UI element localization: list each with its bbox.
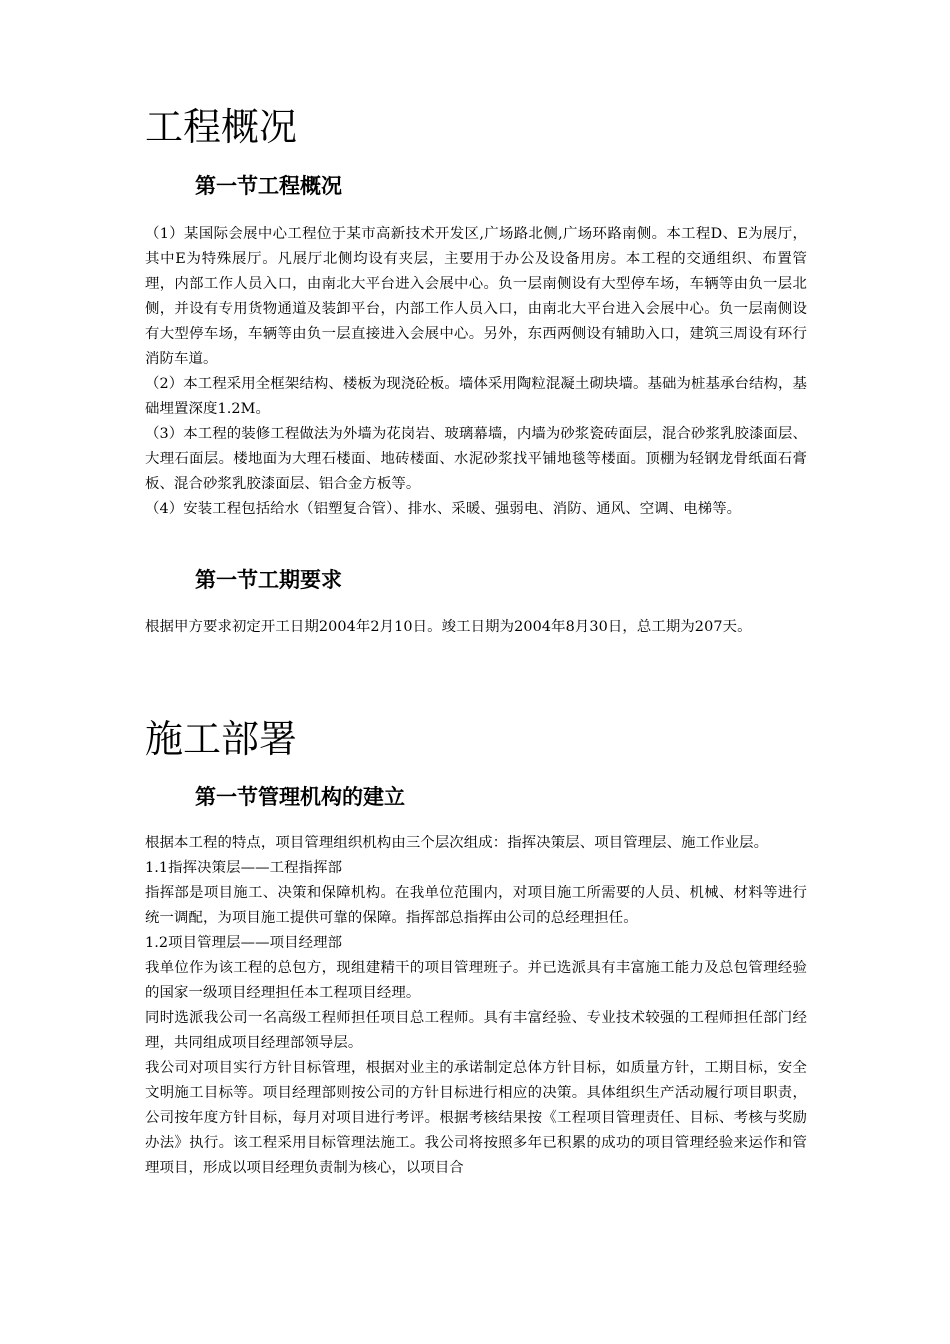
section-title-schedule: 第一节工期要求 — [195, 568, 342, 592]
paragraph: （4）安装工程包括给水（铝塑复合管）、排水、采暖、强弱电、消防、通风、空调、电梯等。 — [145, 501, 742, 517]
paragraph: 1.1指挥决策层——工程指挥部 — [145, 860, 343, 876]
paragraph: 根据本工程的特点，项目管理组织机构由三个层次组成：指挥决策层、项目管理层、施工作业层。 — [145, 835, 769, 851]
paragraph: 1.2项目管理层——项目经理部 — [145, 935, 343, 951]
paragraph: （1）某国际会展中心工程位于某市高新技术开发区,广场路北侧,广场环路南侧。本工程D、E为展厅，其中E为特殊展厅。凡展厅北侧均设有夹层，主要用于办公及设备用房。本工程的交通组织、布置管理，内部工作人员入口，由南北大平台进入会展中心。负一层南侧设有大型停车场，车辆等由负一层北侧，并设有专用货物通道及装卸平台，内部工作人员入口，由南北大平台进入会展中心。负一层南侧设有大型停车场，车辆等由负一层直接进入会展中心。另外，东西两侧设有辅助入口，建筑三周设有环行消防车道。 — [145, 226, 807, 367]
paragraph: （2）本工程采用全框架结构、楼板为现浇砼板。墙体采用陶粒混凝土砌块墙。基础为桩基承台结构，基础埋置深度1.2M。 — [145, 376, 807, 417]
paragraph: 指挥部是项目施工、决策和保障机构。在我单位范围内，对项目施工所需要的人员、机械、材料等进行统一调配，为项目施工提供可靠的保障。指挥部总指挥由公司的总经理担任。 — [145, 885, 807, 926]
section-title-project-overview: 第一节工程概况 — [195, 174, 342, 198]
section-title-management-organization: 第一节管理机构的建立 — [195, 785, 405, 809]
chapter-title-construction-deployment: 施工部署 — [145, 717, 298, 761]
section-body-project-overview — [145, 222, 807, 522]
chapter-title-project-overview: 工程概况 — [145, 105, 298, 149]
paragraph: 我单位作为该工程的总包方，现组建精干的项目管理班子。并已选派具有丰富施工能力及总包管理经验的国家一级项目经理担任本工程项目经理。 — [145, 960, 807, 1001]
section-body-management-organization — [145, 831, 807, 1181]
paragraph: 根据甲方要求初定开工日期2004年2月10日。竣工日期为2004年8月30日，总工期为207天。 — [145, 619, 752, 635]
section-body-schedule — [145, 615, 807, 640]
paragraph: 同时选派我公司一名高级工程师担任项目总工程师。具有丰富经验、专业技术较强的工程师担任部门经理，共同组成项目经理部领导层。 — [145, 1010, 807, 1051]
paragraph: （3）本工程的装修工程做法为外墙为花岗岩、玻璃幕墙，内墙为砂浆瓷砖面层，混合砂浆乳胶漆面层、大理石面层。楼地面为大理石楼面、地砖楼面、水泥砂浆找平铺地毯等楼面。顶棚为轻钢龙骨纸面石膏板、混合砂浆乳胶漆面层、铝合金方板等。 — [145, 426, 807, 492]
paragraph: 我公司对项目实行方针目标管理，根据对业主的承诺制定总体方针目标，如质量方针，工期目标，安全文明施工目标等。项目经理部则按公司的方针目标进行相应的决策。具体组织生产活动履行项目职责，公司按年度方针目标，每月对项目进行考评。根据考核结果按《工程项目管理责任、目标、考核与奖励办法》执行。该工程采用目标管理法施工。我公司将按照多年已积累的成功的项目管理经验来运作和管理项目，形成以项目经理负责制为核心，以项目合 — [145, 1060, 807, 1176]
